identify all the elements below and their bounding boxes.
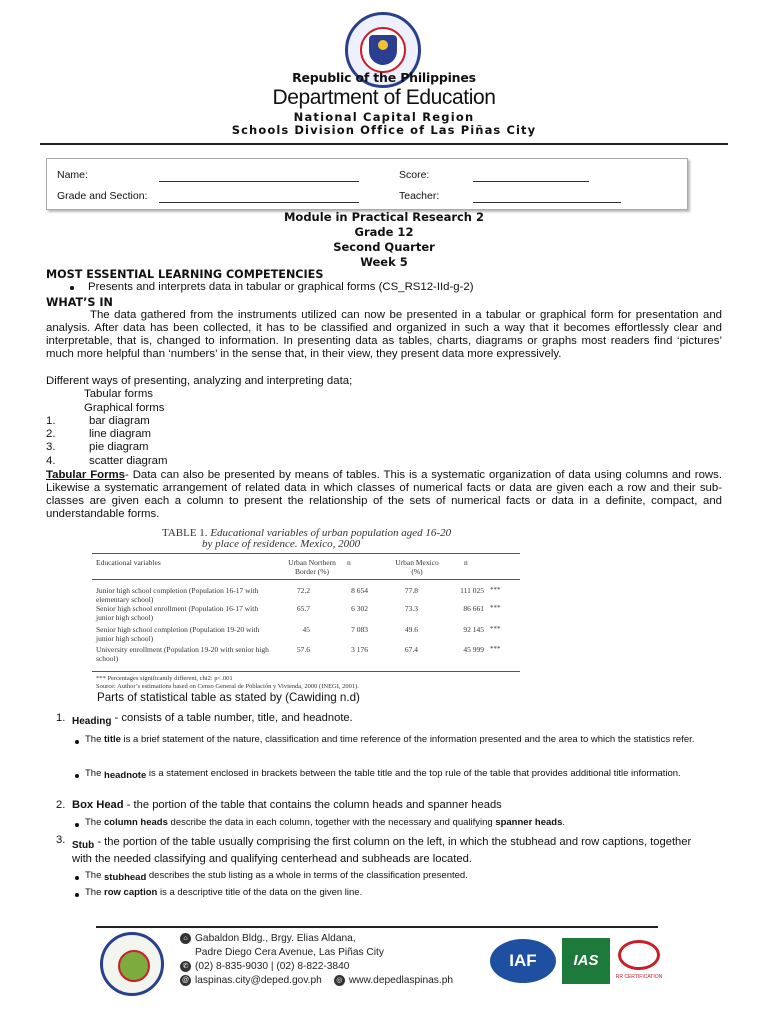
- ways-line: Different ways of presenting, analyzing and interpreting data;: [46, 375, 353, 387]
- iaf-logo: IAF: [490, 939, 556, 983]
- sample-table: [92, 527, 522, 694]
- list-number: 1.: [46, 415, 56, 427]
- department-title: Department of Education: [272, 86, 496, 109]
- table-cell: 73.3: [404, 604, 418, 613]
- melc-item: Presents and interprets data in tabular or graphical forms (CS_RS12-IId-g-2): [88, 281, 474, 293]
- part-bullet: The stubhead describes the stub listing as a whole in terms of the classification presented.: [85, 870, 468, 883]
- part-text: - consists of a table number, title, and headnote.: [111, 712, 353, 724]
- bullet-dot: [75, 893, 79, 897]
- tabular-forms-item: Tabular forms: [84, 388, 153, 400]
- bullet-dot: [75, 876, 79, 880]
- score-label: Score:: [399, 169, 430, 181]
- teacher-field[interactable]: [473, 202, 621, 203]
- score-field[interactable]: [473, 181, 589, 182]
- web-icon: ◎: [334, 975, 345, 986]
- phone-line: ✆ (02) 8-835-9030 | (02) 8-822-3840: [180, 960, 453, 974]
- certification-label: RR CERTIFICATION: [615, 974, 663, 980]
- table-bottom-rule: [92, 671, 520, 672]
- module-grade: Grade 12: [354, 225, 414, 239]
- bullet-term: column heads: [104, 817, 168, 828]
- list-number: 4.: [46, 455, 56, 467]
- footer-rule: [96, 926, 658, 928]
- part-text: - the portion of the table that contains the column heads and spanner heads: [123, 799, 502, 811]
- header-rule: [40, 143, 728, 145]
- name-label: Name:: [57, 169, 88, 181]
- footer-address: [180, 932, 453, 988]
- bullet-dot: [75, 740, 79, 744]
- tabular-forms-text: - Data can also be presented by means of tables. This is a systematic organization of data using columns and rows. Likewise a systematic arrangement of related data in which classes of numerical facts or data are given each a row and their sub-classes are given each a column to present the relationship of the sets of numerical facts or data in a definite, compact, and understandable forms.: [46, 469, 722, 520]
- table-header: Urban Northern Border (%): [288, 558, 336, 576]
- table-cell: 72.2: [296, 586, 310, 595]
- tabular-forms-paragraph: [46, 469, 722, 521]
- table-row-label: University enrollment (Population 19-20 with senior high school): [96, 645, 269, 663]
- table-source: Source: Author’s estimations based on Censo General de Población y Vivienda, 2000 (INEGI, 2001).: [96, 683, 359, 690]
- table-cell: 3 176: [351, 645, 368, 654]
- part-term: Stub: [72, 840, 95, 851]
- table-cell: 45 999: [463, 645, 484, 654]
- list-item: bar diagram: [89, 415, 150, 427]
- part-bullet: The row caption is a descriptive title of the data on the given line.: [85, 887, 363, 898]
- division-line: Schools Division Office of Las Piñas City: [231, 123, 537, 137]
- list-item: scatter diagram: [89, 455, 168, 467]
- table-header-rule: [92, 579, 520, 580]
- table-cell: ***: [490, 586, 501, 594]
- ias-logo: IAS: [562, 938, 610, 984]
- module-week: Week 5: [360, 255, 408, 269]
- melc-bullet: [70, 286, 74, 290]
- part-heading: [72, 834, 712, 867]
- bullet-dot: [75, 774, 79, 778]
- table-cell: 67.4: [404, 645, 418, 654]
- student-info-box: [46, 158, 688, 210]
- table-cell: 77.8: [404, 586, 418, 595]
- email-icon: @: [181, 976, 190, 984]
- part-number: 3.: [56, 834, 66, 846]
- certification-logo: [618, 940, 660, 970]
- part-bullet: The column heads describe the data in each column, together with the necessary and qualifying spanner heads.: [85, 817, 566, 828]
- module-quarter: Second Quarter: [333, 240, 435, 254]
- part-number: 2.: [56, 799, 66, 811]
- teacher-label: Teacher:: [399, 190, 440, 202]
- republic-line: Republic of the Philippines: [292, 70, 476, 85]
- sdo-las-pinas-logo: [100, 932, 164, 996]
- list-item: pie diagram: [89, 441, 149, 453]
- table-cell: 45: [302, 625, 310, 634]
- contact-line: [180, 974, 453, 988]
- address-line-2: Padre Diego Cera Avenue, Las Piñas City: [195, 947, 384, 958]
- phone-icon: ✆: [180, 961, 191, 972]
- table-cell: 8 654: [351, 586, 368, 595]
- melc-heading: MOST ESSENTIAL LEARNING COMPETENCIES: [46, 268, 324, 281]
- table-cell: 49.6: [404, 625, 418, 634]
- bullet-term: spanner heads: [495, 817, 563, 828]
- part-term: Heading: [72, 716, 112, 727]
- table-header: Urban Mexico (%): [395, 558, 439, 576]
- footer-email[interactable]: laspinas.city@deped.gov.ph: [195, 975, 322, 986]
- table-header: Educational variables: [96, 558, 161, 567]
- part-bullet: The title is a brief statement of the nature, classification and time reference of the information presented and the area to which the statistics refer.: [85, 734, 695, 745]
- table-cell: ***: [490, 625, 501, 633]
- table-cell: ***: [490, 604, 501, 612]
- grade-section-label: Grade and Section:: [57, 190, 148, 202]
- part-bullet: The headnote is a statement enclosed in brackets between the table title and the top rule of the table that provides additional title information.: [85, 768, 681, 781]
- part-number: 1.: [56, 712, 66, 724]
- tabular-forms-term: Tabular Forms: [46, 469, 126, 481]
- whats-in-paragraph: The data gathered from the instruments utilized can now be presented in a tabular or graphical form for presentation and analysis. After data has been collected, it has to be classified and organized in such a way that it becomes effortlessly clear and interpretable, that is, changed to information. In presenting data as tables, charts, diagrams or graphs most readers find ‘pictures’ much more helpful than ‘numbers’ in the sense that, in their view, they present data more expressively.: [46, 309, 722, 360]
- table-cell: 111 025: [460, 586, 484, 595]
- list-number: 3.: [46, 441, 56, 453]
- graphical-forms-item: Graphical forms: [84, 402, 165, 414]
- table-row-label: Junior high school completion (Population 16-17 with elementary school): [96, 586, 259, 604]
- table-top-rule: [92, 553, 520, 554]
- bullet-term: row caption: [104, 887, 158, 898]
- bullet-term: stubhead: [104, 872, 147, 883]
- table-cell: 92 145: [463, 625, 484, 634]
- address-line-1: ⌂ Gabaldon Bldg., Brgy. Elias Aldana,: [180, 932, 453, 946]
- table-cell: 86 661: [463, 604, 484, 613]
- table-row-label: Senior high school enrollment (Population 16-17 with junior high school): [96, 604, 259, 622]
- table-cell: 7 083: [351, 625, 368, 634]
- table-row-label: Senior high school completion (Population 19-20 with junior high school): [96, 625, 260, 643]
- table-caption-line2: by place of residence. Mexico, 2000: [202, 538, 361, 550]
- table-header: n: [464, 558, 468, 567]
- bullet-dot: [75, 823, 79, 827]
- table-cell: 65.7: [296, 604, 310, 613]
- table-cell: ***: [490, 645, 501, 653]
- table-cell: 57.6: [296, 645, 310, 654]
- part-term: Box Head: [72, 799, 124, 811]
- table-caption-label: TABLE 1.: [162, 527, 208, 539]
- table-cell: 6 302: [351, 604, 368, 613]
- part-heading: [72, 712, 712, 727]
- grade-section-field[interactable]: [159, 202, 359, 203]
- name-field[interactable]: [159, 181, 359, 182]
- region-line: National Capital Region: [293, 110, 475, 124]
- table-caption-line1: Educational variables of urban population aged 16-20: [210, 527, 452, 539]
- module-title: Module in Practical Research 2: [283, 210, 485, 224]
- table-header: n: [347, 558, 351, 567]
- whats-in-heading: WHAT’S IN: [46, 296, 113, 309]
- part-text: - the portion of the table usually comprising the first column on the left, in which the stubhead and row captions, together with the needed classifying and qualifying centerhead and subheads are located.: [72, 836, 692, 865]
- part-heading: [72, 799, 712, 811]
- list-item: line diagram: [89, 428, 152, 440]
- bullet-term: title: [104, 734, 121, 745]
- parts-title: Parts of statistical table as stated by (Cawiding n.d): [97, 691, 360, 704]
- bullet-term: headnote: [104, 770, 147, 781]
- building-icon: ⌂: [180, 933, 191, 944]
- footer-web[interactable]: www.depedlaspinas.ph: [348, 975, 454, 986]
- table-note: *** Percentages significantly different, chi2: p<.001: [96, 675, 233, 682]
- list-number: 2.: [46, 428, 56, 440]
